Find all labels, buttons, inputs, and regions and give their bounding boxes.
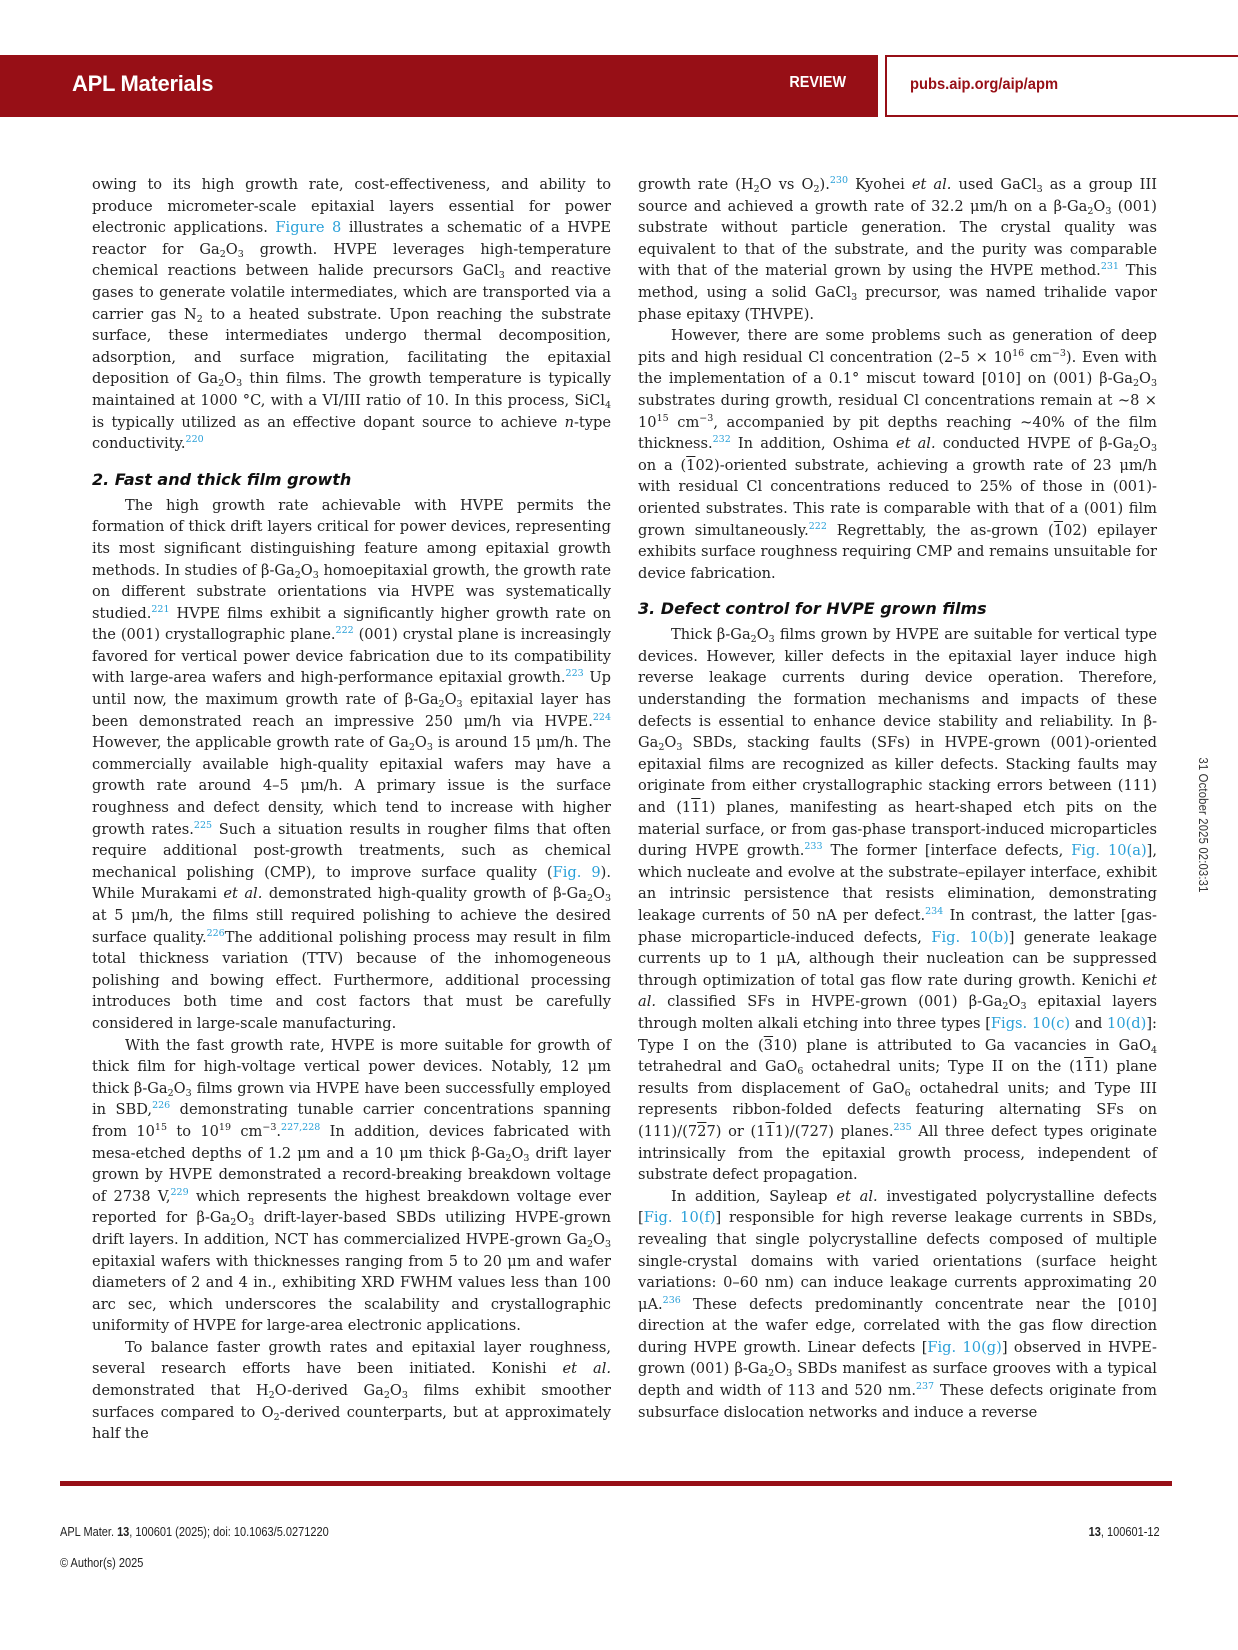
- right-column: [638, 174, 1157, 1423]
- paragraph-residual-cl: However, there are some problems such as generation of deep pits and high residual Cl concentration ($2-5 \times 10^{16}$ $cm^{-3}$). Even with the implementation of a 0.1° miscut toward [010] on (001) $\beta-Ga_2O_3$ substrates during growth, residual Cl concentrations remain at ~8 × $10^{15}$ $cm^{-3}$, accompanied by pit depths reaching ~40% of the film thickness.$^{232}$ In addition, Oshima et al. conducted HVPE of $\beta-Ga_2O_3$ on a (102)-oriented substrate, achieving a growth rate of 23 μm/h with residual Cl concentrations reduced to 25% of those in (001)-oriented substrates. This rate is comparable with that of a (001) film grown simultaneously.$^{222}$ Regrettably, the as-grown (102) epilayer exhibits surface roughness requiring CMP and remains unsuitable for device fabrication.: [638, 327, 1158, 582]
- figure-10d-link[interactable]: 10(d): [1107, 1014, 1147, 1032]
- reference-link[interactable]: 222: [808, 520, 827, 532]
- reference-link[interactable]: 236: [662, 1294, 681, 1306]
- left-column: [92, 174, 611, 1445]
- copyright-line: © Author(s) 2025: [60, 1556, 144, 1570]
- figure-10g-link[interactable]: Fig. 10(g): [927, 1338, 1002, 1356]
- article-type-label: REVIEW: [789, 74, 846, 91]
- footer-divider: [60, 1481, 1172, 1486]
- journal-url-box: [885, 55, 1238, 117]
- citation-line: APL Mater. 13, 100601 (2025); doi: 10.1063/5.0271220: [60, 1525, 329, 1539]
- reference-link[interactable]: 220: [185, 434, 204, 446]
- paragraph-polycrystalline-defects: In addition, Sayleap et al. investigated polycrystalline defects [Fig. 10(f)] responsible for high reverse leakage currents in SBDs, revealing that single polycrystalline defects composed of multiple single-crystal domains with varied orientations (surface height variations: 0–60 nm) can induce leakage currents approximating 20 μA.$^{236}$ These defects predominantly concentrate near the [010] direction at the wafer edge, correlated with the gas flow direction during HVPE growth. Linear defects [Fig. 10(g)] observed in HVPE-grown (001) $\beta-Ga_2O_3$ SBDs manifest as surface grooves with a typical depth and width of 113 and 520 nm.$^{237}$ These defects originate from subsurface dislocation networks and induce a reverse: [638, 1187, 1158, 1421]
- reference-link[interactable]: 235: [893, 1121, 912, 1133]
- journal-url-link[interactable]: pubs.aip.org/aip/apm: [910, 76, 1059, 93]
- download-timestamp: 31 October 2025 02:03:31: [1196, 757, 1210, 893]
- paragraph-thvpe: growth rate ($H_2O$ vs $O_2).^{230}$ Kyohei et al. used GaCl$_3$ as a group III source and achieved a growth rate of 32.2 μm/h on a $\beta-Ga_2O_3$ (001) substrate without particle generation. The crystal quality was equivalent to that of the substrate, and the purity was comparable with that of the material grown by using the HVPE method.$^{231}$ This method, using a solid GaCl$_3$ precursor, was named trihalide vapor phase epitaxy (THVPE).: [638, 175, 1157, 323]
- reference-link[interactable]: 230: [829, 175, 848, 186]
- reference-link[interactable]: 227,228: [281, 1121, 321, 1133]
- figure-9-link[interactable]: Fig. 9: [552, 863, 601, 881]
- figure-10b-link[interactable]: Fig. 10(b): [931, 928, 1009, 946]
- page-number: 13, 100601-12: [1089, 1525, 1160, 1539]
- section-heading-fast-thick-growth: 2. Fast and thick film growth: [92, 469, 352, 489]
- reference-link[interactable]: 222: [335, 625, 354, 637]
- reference-link[interactable]: 231: [1100, 261, 1119, 273]
- figure-10c-link[interactable]: Figs. 10(c): [990, 1014, 1071, 1032]
- reference-link[interactable]: 226: [152, 1100, 171, 1112]
- figure-8-link[interactable]: Figure 8: [275, 219, 342, 237]
- figure-10f-link[interactable]: Fig. 10(f): [643, 1209, 716, 1227]
- journal-header-bar: [0, 55, 878, 117]
- paragraph-thick-film-devices: With the fast growth rate, HVPE is more suitable for growth of thick film for high-voltage vertical power devices. Notably, 12 μm thick $\beta-Ga_2O_3$ films grown via HVPE have been successfully employed in SBD,$^{226}$ demonstrating tunable carrier concentrations spanning from $10^{15}$ to $10^{19}$ $cm^{-3}.^{227,228}$ In addition, devices fabricated with mesa-etched depths of 1.2 μm and a 10 μm thick $\beta-Ga_2O_3$ drift layer grown by HVPE demonstrated a record-breaking breakdown voltage of 2738 V,$^{229}$ which represents the highest breakdown voltage ever reported for $\beta-Ga_2O_3$ drift-layer-based SBDs utilizing HVPE-grown drift layers. In addition, NCT has commercialized HVPE-grown $Ga_2O_3$ epitaxial wafers with thicknesses ranging from 5 to 20 μm and wafer diameters of 2 and 4 in., exhibiting XRD FWHM values less than 100 arc sec, which underscores the scalability and crystallographic uniformity of HVPE for large-area electronic applications.: [92, 1036, 612, 1335]
- paragraph-growth-rate: The high growth rate achievable with HVPE permits the formation of thick drift layers critical for power devices, representing its most significant distinguishing feature among epitaxial growth methods. In studies of $\beta-Ga_2O_3$ homoepitaxial growth, the growth rate on different substrate orientations via HVPE was systematically studied.$^{221}$ HVPE films exhibit a significantly higher growth rate on the (001) crystallographic plane.$^{222}$ (001) crystal plane is increasingly favored for vertical power device fabrication due to its compatibility with large-area wafers and high-performance epitaxial growth.$^{223}$ Up until now, the maximum growth rate of $\beta-Ga_2O_3$ epitaxial layer has been demonstrated reach an impressive 250 μm/h via HVPE.$^{224}$ However, the applicable growth rate of $Ga_2O_3$ is around 15 μm/h. The commercially available high-quality epitaxial wafers may have a growth rate around 4–5 μm/h. A primary issue is the surface roughness and defect density, which tend to increase with higher growth rates.$^{225}$ Such a situation results in rougher films that often require additional post-growth treatments, such as chemical mechanical polishing (CMP), to improve surface quality (Fig. 9). While Murakami et al. demonstrated high-quality growth of $\beta-Ga_2O_3$ at 5 μm/h, the films still required polishing to achieve the desired surface quality.$^{226}$The additional polishing process may result in film total thickness variation (TTV) because of the inhomogeneous polishing and bowing effect. Furthermore, additional processing introduces both time and cost factors that must be carefully considered in large-scale manufacturing.: [92, 496, 612, 1032]
- reference-link[interactable]: 237: [915, 1381, 935, 1393]
- reference-link[interactable]: 229: [170, 1186, 189, 1198]
- reference-link[interactable]: 226: [206, 927, 225, 939]
- reference-link[interactable]: 234: [925, 906, 944, 917]
- reference-link[interactable]: 232: [712, 434, 731, 446]
- reference-link[interactable]: 225: [193, 819, 213, 831]
- reference-link[interactable]: 223: [565, 668, 584, 680]
- section-heading-defect-control: 3. Defect control for HVPE grown films: [638, 599, 987, 619]
- paragraph-stacking-faults: Thick $\beta-Ga_2O_3$ films grown by HVPE are suitable for vertical type devices. However, killer defects in the epitaxial layer induce high reverse leakage currents during device operation. Therefore, understanding the formation mechanisms and impacts of these defects is essential to enhance device stability and reliability. In $\beta-Ga_2O_3$ SBDs, stacking faults (SFs) in HVPE-grown (001)-oriented epitaxial films are recognized as killer defects. Stacking faults may originate from either crystallographic stacking errors between (111) and (111) planes, manifesting as heart-shaped etch pits on the material surface, or from gas-phase transport-induced microparticles during HVPE growth.$^{233}$ The former [interface defects, Fig. 10(a)], which nucleate and evolve at the substrate–epilayer interface, exhibit an intrinsic persistence that resists elimination, demonstrating leakage currents of 50 nA per defect.$^{234}$ In contrast, the latter [gas-phase microparticle-induced defects, Fig. 10(b)] generate leakage currents up to 1 μA, although their nucleation can be suppressed through optimization of total gas flow rate during growth. Kenichi et al. classified SFs in HVPE-grown (001) $\beta-Ga_2O_3$ epitaxial layers through molten alkali etching into three types [Figs. 10(c) and 10(d)]: Type I on the (310) plane is attributed to Ga vacancies in GaO$_4$ tetrahedral and GaO$_6$ octahedral units; Type II on the (111) plane results from displacement of GaO$_6$ octahedral units; and Type III represents ribbon-folded defects featuring alternating SFs on (111)/(727) or (111)/(727) planes.$^{235}$ All three defect types originate intrinsically from the epitaxial growth process, independent of substrate defect propagation.: [638, 626, 1158, 1184]
- reference-link[interactable]: 224: [592, 711, 611, 723]
- journal-name: APL Materials: [72, 71, 214, 96]
- reference-link[interactable]: 221: [151, 603, 170, 615]
- paragraph-hvpe-intro: owing to its high growth rate, cost-effectiveness, and ability to produce micrometer-scale epitaxial layers essential for power electronic applications. Figure 8 illustrates a schematic of a HVPE reactor for $Ga_2O_3$ growth. HVPE leverages high-temperature chemical reactions between halide precursors GaCl$_3$ and reactive gases to generate volatile intermediates, which are transported via a carrier gas $N_2$ to a heated substrate. Upon reaching the substrate surface, these intermediates undergo thermal decomposition, adsorption, and surface migration, facilitating the epitaxial deposition of $Ga_2O_3$ thin films. The growth temperature is typically maintained at 1000 °C, with a VI/III ratio of 10. In this process, SiCl$_4$ is typically utilized as an effective dopant source to achieve n-type conductivity.$^{220}$: [92, 176, 612, 453]
- reference-link[interactable]: 233: [804, 841, 823, 853]
- paragraph-roughness-balance: To balance faster growth rates and epitaxial layer roughness, several research efforts have been initiated. Konishi et al. demonstrated that $H_2O$-derived $Ga_2O_3$ films exhibit smoother surfaces compared to $O_2$-derived counterparts, but at approximately half the: [92, 1338, 612, 1443]
- figure-10a-link[interactable]: Fig. 10(a): [1071, 842, 1147, 860]
